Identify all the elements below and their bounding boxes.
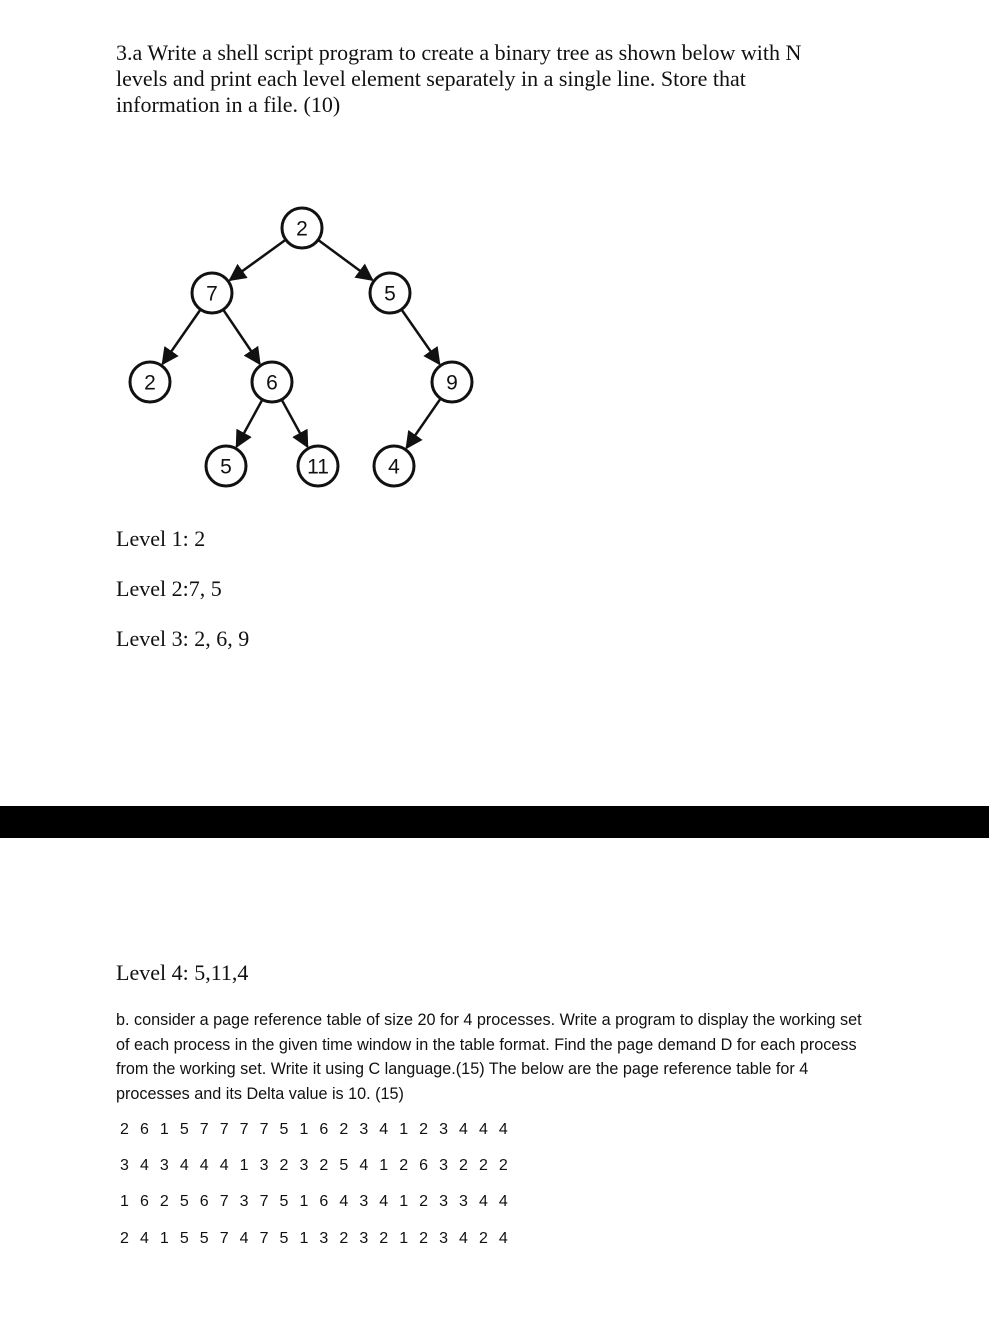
tree-edge-l-ll bbox=[163, 310, 200, 364]
page-divider-bar bbox=[0, 806, 989, 838]
tree-edge-r-rr bbox=[402, 310, 439, 364]
reference-row-4: 2 4 1 5 5 7 4 7 5 1 3 2 3 2 1 2 3 4 2 4 bbox=[120, 1230, 512, 1247]
tree-edge-lr-lrr bbox=[282, 400, 307, 446]
tree-node-r bbox=[370, 273, 410, 313]
question-b-text: b. consider a page reference table of size 20 for 4 processes. Write a program to display the working set of each process in the given time window in the table format. Find the page demand D for each process from the working set. Write it using C language.(15) The below are the page reference table for 4 processes and its Delta value is 10. (15) bbox=[116, 1011, 862, 1103]
tree-node-l bbox=[192, 273, 232, 313]
tree-node-lr bbox=[252, 362, 292, 402]
level-1-text: Level 1: 2 bbox=[116, 526, 206, 551]
level-4-text: Level 4: 5,11,4 bbox=[116, 960, 249, 985]
question-3a-text: 3.a Write a shell script program to create a binary tree as shown below with N levels and print each level element separately in a single line. Store that information in a file. (10) bbox=[116, 40, 802, 117]
tree-node-lrl bbox=[206, 446, 246, 486]
tree-node-label: 2 bbox=[144, 371, 156, 395]
tree-node-label: 5 bbox=[384, 282, 396, 306]
tree-node-label: 9 bbox=[446, 371, 458, 395]
binary-tree-diagram bbox=[0, 0, 989, 520]
level-2-text: Level 2:7, 5 bbox=[116, 576, 222, 601]
reference-row-2: 3 4 3 4 4 4 1 3 2 3 2 5 4 1 2 6 3 2 2 2 bbox=[120, 1157, 512, 1174]
level-3-text: Level 3: 2, 6, 9 bbox=[116, 626, 250, 651]
tree-node-label: 2 bbox=[296, 217, 308, 241]
tree-edge-root-l bbox=[230, 240, 285, 280]
reference-row-3: 1 6 2 5 6 7 3 7 5 1 6 4 3 4 1 2 3 3 4 4 bbox=[120, 1193, 512, 1210]
tree-node-label: 11 bbox=[307, 455, 329, 479]
tree-node-label: 6 bbox=[266, 371, 278, 395]
reference-row-1: 2 6 1 5 7 7 7 7 5 1 6 2 3 4 1 2 3 4 4 4 bbox=[120, 1121, 512, 1138]
tree-edge-lr-lrl bbox=[237, 400, 262, 446]
tree-node-rr bbox=[432, 362, 472, 402]
tree-node-label: 4 bbox=[388, 455, 400, 479]
tree-edge-l-lr bbox=[224, 310, 260, 363]
tree-edge-root-r bbox=[319, 240, 372, 279]
tree-node-rrl bbox=[374, 446, 414, 486]
tree-node-ll bbox=[130, 362, 170, 402]
tree-node-root bbox=[282, 208, 322, 248]
tree-node-lrr bbox=[298, 446, 338, 486]
tree-edge-rr-rrl bbox=[407, 399, 441, 448]
tree-node-label: 5 bbox=[220, 455, 232, 479]
tree-node-label: 7 bbox=[206, 282, 218, 306]
